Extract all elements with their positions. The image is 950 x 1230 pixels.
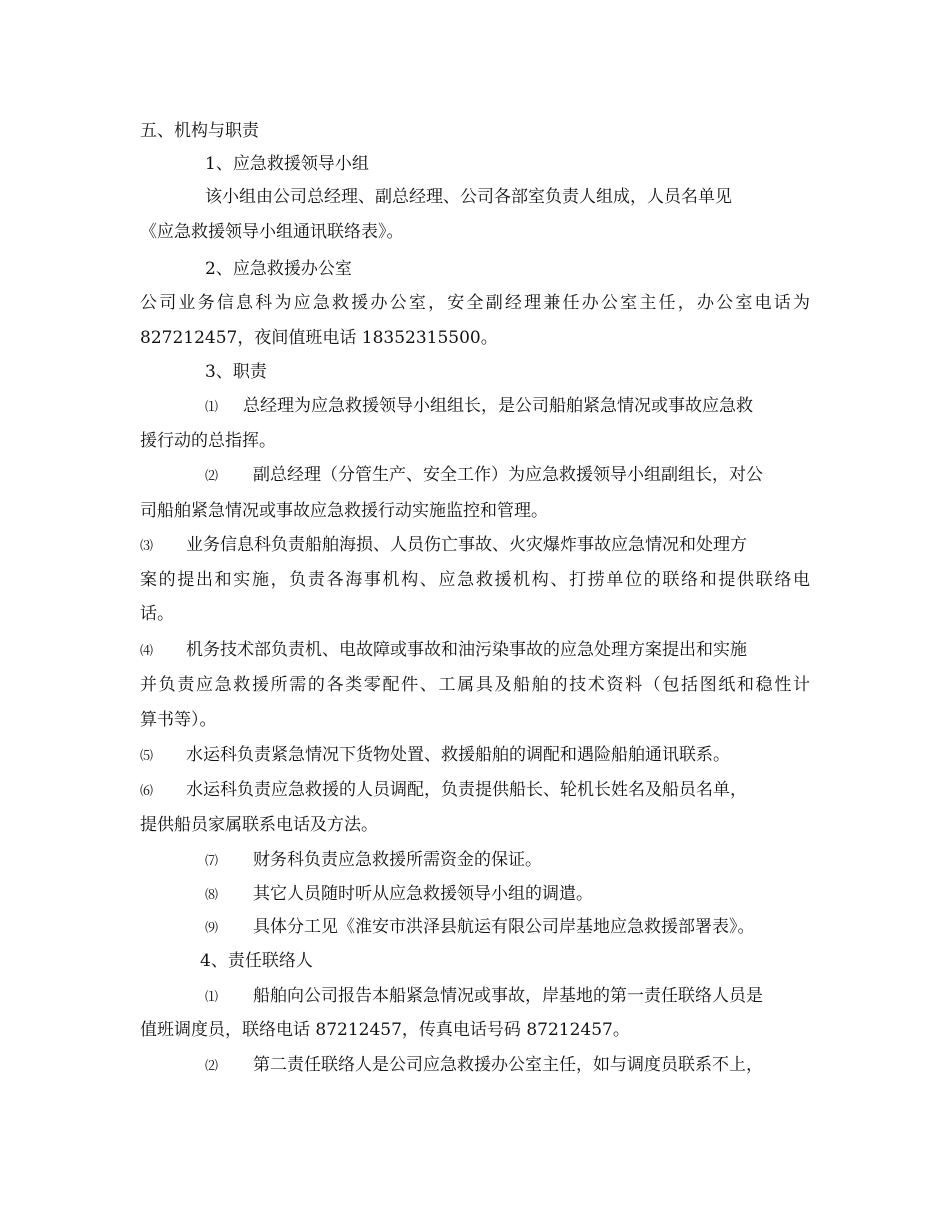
- list-item-text: 第二责任联络人是公司应急救援办公室主任，如与调度员联系不上，: [253, 1055, 763, 1075]
- list-item-text: 业务信息科负责船舶海损、人员伤亡事故、火灾爆炸事故应急情况和处理方: [186, 535, 747, 555]
- list-item-number: ⑵: [205, 469, 219, 484]
- paragraph-line: 值班调度员，联络电话 87212457，传真电话号码 87212457。: [140, 1020, 630, 1040]
- list-item-text: 水运科负责紧急情况下货物处置、救援船舶的调配和遇险船舶通讯联系。: [186, 745, 730, 765]
- list-item-number: ⑴: [205, 990, 219, 1005]
- paragraph-line: 司船舶紧急情况或事故应急救援行动实施监控和管理。: [140, 501, 548, 521]
- paragraph-line: 算书等）。: [140, 710, 217, 730]
- list-item-number: ⑻: [205, 888, 219, 903]
- list-item-number: ⑴: [205, 400, 219, 415]
- list-item-text: 船舶向公司报告本船紧急情况或事故，岸基地的第一责任联络人员是: [253, 986, 763, 1006]
- paragraph-line: 案的提出和实施，负责各海事机构、应急救援机构、打捞单位的联络和提供联络电: [140, 570, 810, 590]
- list-item-text: 具体分工见《淮安市洪泽县航运有限公司岸基地应急救援部署表》。: [253, 917, 755, 937]
- paragraph-line: 援行动的总指挥。: [140, 431, 276, 451]
- paragraph-line: 并负责应急救援所需的各类零配件、工属具及船舶的技术资料（包括图纸和稳性计: [140, 675, 810, 695]
- list-item-text: 财务科负责应急救援所需资金的保证。: [253, 850, 542, 870]
- list-item-number: ⑼: [205, 921, 219, 936]
- list-item-text: 其它人员随时听从应急救援领导小组的调遣。: [253, 884, 593, 904]
- list-item-text: 副总经理（分管生产、安全工作）为应急救援领导小组副组长，对公: [253, 465, 763, 485]
- list-item-number: ⑹: [140, 784, 154, 799]
- paragraph-line: 话。: [140, 604, 174, 624]
- list-item-number: ⑵: [205, 1059, 219, 1074]
- paragraph-line: 提供船员家属联系电话及方法。: [140, 815, 378, 835]
- list-item-text: 总经理为应急救援领导小组组长，是公司船舶紧急情况或事故应急救: [243, 396, 753, 416]
- list-item-number: ⑶: [140, 539, 154, 554]
- list-item-text: 水运科负责应急救援的人员调配，负责提供船长、轮机长姓名及船员名单，: [186, 780, 747, 800]
- list-item-text: 机务技术部负责机、电故障或事故和油污染事故的应急处理方案提出和实施: [186, 640, 747, 660]
- paragraph-line: 公司业务信息科为应急救援办公室，安全副经理兼任办公室主任，办公室电话为: [140, 293, 810, 313]
- subsection-title-4: 4、责任联络人: [200, 951, 313, 971]
- paragraph-line: 《应急救援领导小组通讯联络表》。: [140, 222, 404, 242]
- list-item-number: ⑺: [205, 854, 219, 869]
- paragraph-line: 827212457，夜间值班电话 18352315500。: [140, 328, 498, 348]
- subsection-title-2: 2、应急救援办公室: [205, 259, 352, 279]
- list-item-number: ⑸: [140, 749, 154, 764]
- list-item-number: ⑷: [140, 644, 154, 659]
- paragraph-line: 该小组由公司总经理、副总经理、公司各部室负责人组成，人员名单见: [205, 187, 732, 207]
- subsection-title-1: 1、应急救援领导小组: [205, 154, 369, 174]
- section-heading: 五、机构与职责: [140, 121, 259, 141]
- subsection-title-3: 3、职责: [205, 362, 267, 382]
